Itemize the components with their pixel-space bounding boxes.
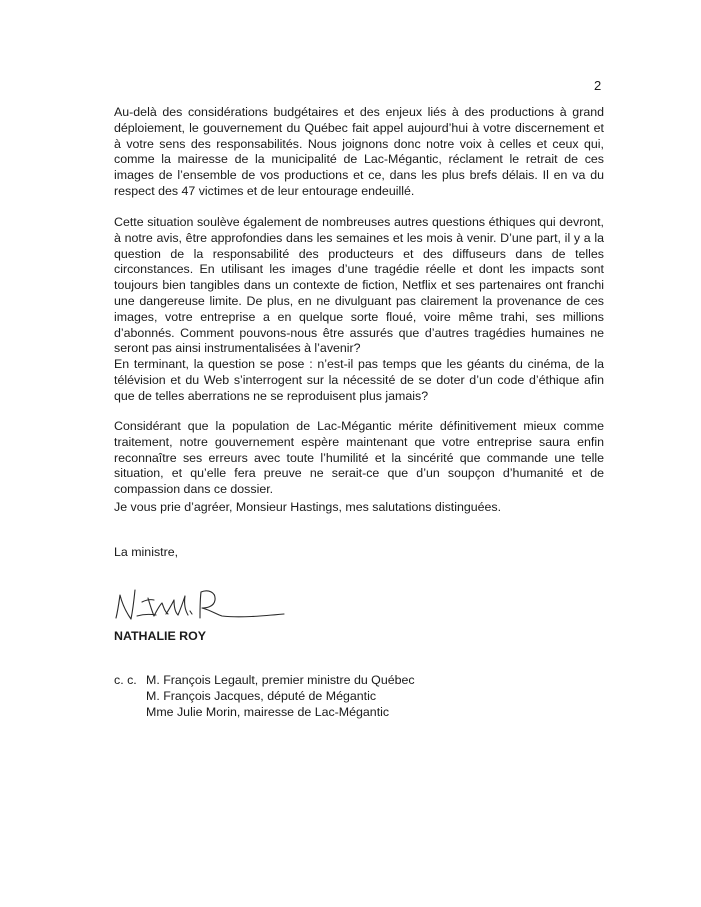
body-paragraph-3: En terminant, la question se pose : n’est-il pas temps que les géants du cinéma, de la télévision et du Web s’interrogent sur la nécessité de se doter d’un code d’éthique afin que de telles aberrations ne se reproduisent plus jamais? <box>114 357 604 403</box>
cc-recipient-list <box>146 673 415 720</box>
body-paragraph-4: Considérant que la population de Lac-Mégantic mérite définitivement mieux comme traitement, notre gouvernement espère maintenant que votre entreprise saura enfin reconnaître ses erreurs avec toute l’humilité et la sincérité que commande une telle situation, et qu’elle fera preuve ne serait-ce que d’un soupçon d’humanité et de compassion dans ce dossier. <box>114 419 604 497</box>
signature-icon <box>112 578 297 628</box>
cc-label: c. c. <box>114 673 137 687</box>
body-paragraph-1: Au-delà des considérations budgétaires et des enjeux liés à des productions à grand déploiement, le gouvernement du Québec fait appel aujourd’hui à votre discernement et à votre sens des responsabilités. Nous joignons donc notre voix à celles et ceux qui, comme la mairesse de la municipalité de Lac-Mégantic, réclament le retrait de ces images de l’ensemble de vos productions et ce, dans les plus brefs délais. Il en va du respect des 47 victimes et de leur entourage endeuillé. <box>114 105 604 198</box>
body-paragraph-2: Cette situation soulève également de nombreuses autres questions éthiques qui devront, à notre avis, être approfondies dans les semaines et les mois à venir. D’une part, il y a la question de la responsabilité des producteurs et des diffuseurs dans de telles circonstances. En utilisant les images d’une tragédie réelle et dont les impacts sont toujours bien tangibles dans un contexte de fiction, Netflix et ses partenaires ont franchi une dangereuse limite. De plus, en ne divulguant pas clairement la provenance de ces images, votre entreprise a en quelque sorte floué, voire même trahi, ses millions d’abonnés. Comment pouvons-nous être assurés que d’autres tragédies humaines ne seront pas ainsi instrumentalisées à l’avenir? <box>114 215 604 356</box>
cc-recipient: M. François Jacques, député de Mégantic <box>146 688 377 703</box>
body-paragraph-5: Je vous prie d’agréer, Monsieur Hastings, mes salutations distinguées. <box>114 500 502 514</box>
page-number: 2 <box>594 78 602 93</box>
cc-recipient: M. François Legault, premier ministre du Québec <box>146 673 415 687</box>
cc-recipient: Mme Julie Morin, mairesse de Lac-Mégantic <box>146 704 390 719</box>
signer-name: NATHALIE ROY <box>114 629 207 643</box>
closing-line: La ministre, <box>114 545 179 559</box>
